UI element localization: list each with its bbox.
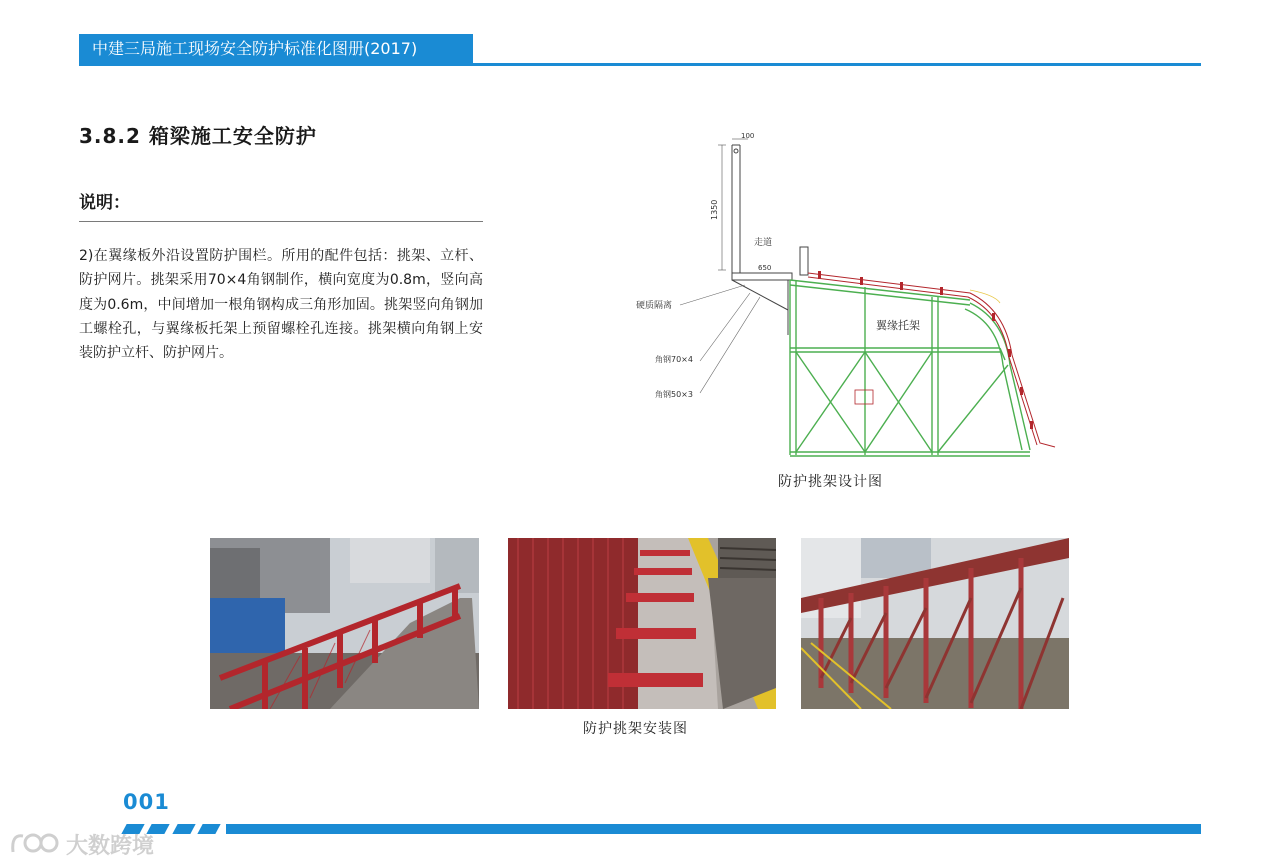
explanation-heading: 说明： [79, 193, 130, 213]
footer-stripe [172, 824, 195, 834]
document-title: 中建三局施工现场安全防护标准化图册(2017) [92, 39, 418, 58]
installation-photo-closeup [508, 538, 776, 709]
dim-height-label: 1350 [710, 199, 719, 220]
explanation-paragraph: 2)在翼缘板外沿设置防护围栏。所用的配件包括：挑架、立杆、防护网片。挑架采用70×4角钢制作，横向宽度为0.8m，竖向高度为0.6m，中间增加一根角钢构成三角形加固。挑架竖向角钢加工螺栓孔，与翼缘板托架上预留螺栓孔连接。挑架横向角钢上安装防护立杆、防护网片。 [79, 248, 483, 362]
installation-photo-walkway [210, 538, 479, 709]
flange-bracket-label: 翼缘托架 [876, 319, 920, 332]
installation-photo-frames [801, 538, 1069, 709]
footer-rule [226, 824, 1201, 834]
walkway-label: 走道 [754, 238, 773, 248]
angle-steel-70-label: 角钢70×4 [655, 355, 693, 364]
page-number: 001 [123, 790, 170, 814]
dim-width-label: 650 [758, 264, 772, 272]
dim-top-label: 100 [741, 132, 755, 140]
installation-photos-caption: 防护挑架安装图 [583, 721, 688, 737]
explanation-divider [79, 221, 483, 222]
watermark-text: 大数跨境 [66, 834, 155, 859]
design-drawing-caption: 防护挑架设计图 [778, 474, 883, 490]
header-rule [79, 63, 1201, 66]
section-title: 3.8.2 箱梁施工安全防护 [79, 124, 317, 148]
hard-barrier-label: 硬质隔离 [636, 301, 673, 311]
footer-stripe [197, 824, 220, 834]
design-drawing [600, 125, 1070, 465]
angle-steel-50-label: 角钢50×3 [655, 390, 693, 399]
watermark-logo-icon [9, 828, 61, 858]
